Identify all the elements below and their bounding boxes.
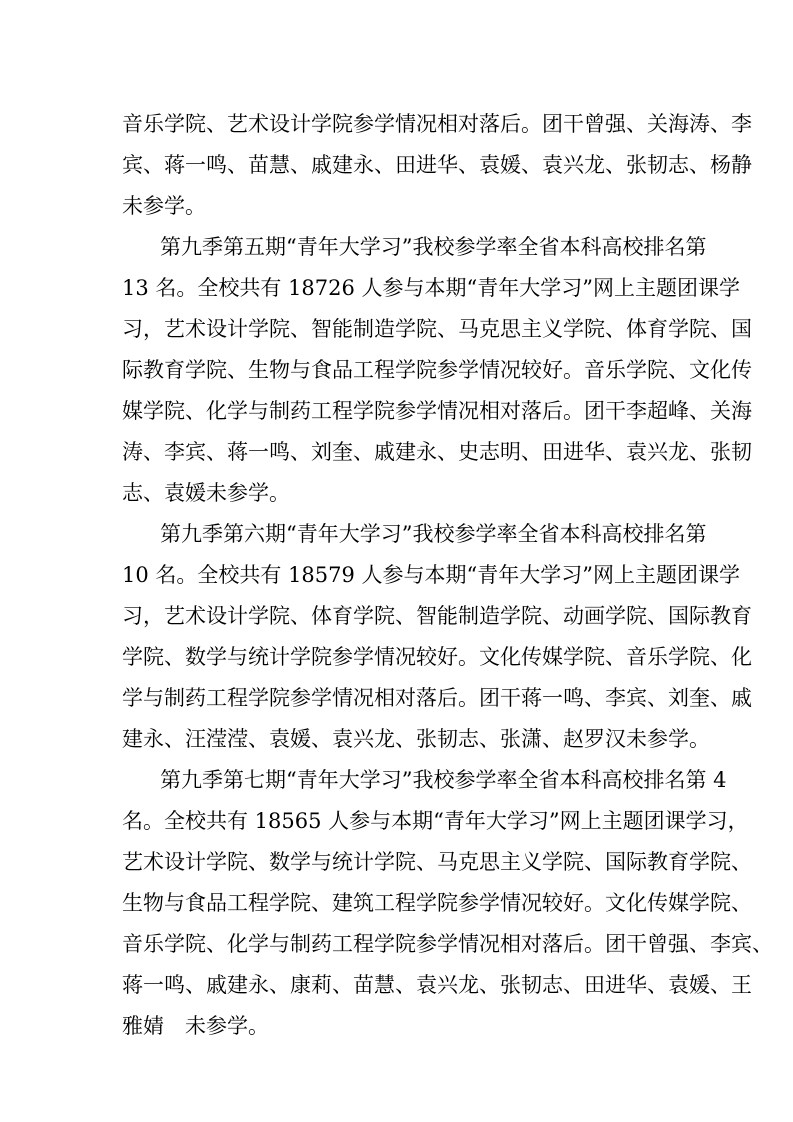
paragraph-2-line-2: 13 名。全校共有 18726 人参与本期“青年大学习”网上主题团课学: [122, 276, 741, 300]
paragraph-3-line-4: 学院、数学与统计学院参学情况较好。文化传媒学院、音乐学院、化: [122, 645, 752, 669]
paragraph-2-line-1: 第九季第五期“青年大学习”我校参学率全省本科高校排名第: [160, 235, 707, 259]
paragraph-4-line-5: 音乐学院、化学与制药工程学院参学情况相对落后。团干曾强、李宾、: [122, 932, 773, 956]
paragraph-4-line-6: 蒋一鸣、戚建永、康莉、苗慧、袁兴龙、张韧志、田进华、袁媛、王: [122, 973, 752, 997]
paragraph-3-line-5: 学与制药工程学院参学情况相对落后。团干蒋一鸣、李宾、刘奎、戚: [122, 686, 752, 710]
paragraph-2-line-4: 际教育学院、生物与食品工程学院参学情况较好。音乐学院、文化传: [122, 358, 752, 382]
paragraph-4-line-1: 第九季第七期“青年大学习”我校参学率全省本科高校排名第 4: [160, 768, 727, 792]
paragraph-1-line-2: 宾、蒋一鸣、苗慧、戚建永、田进华、袁媛、袁兴龙、张韧志、杨静: [122, 153, 752, 177]
paragraph-3-line-3: 习，艺术设计学院、体育学院、智能制造学院、动画学院、国际教育: [122, 604, 752, 628]
paragraph-2-line-5: 媒学院、化学与制药工程学院参学情况相对落后。团干李超峰、关海: [122, 399, 752, 423]
paragraph-2-line-7: 志、袁媛未参学。: [122, 481, 290, 505]
paragraph-4-line-4: 生物与食品工程学院、建筑工程学院参学情况较好。文化传媒学院、: [122, 891, 752, 915]
paragraph-4-line-7: 雅婧 未参学。: [122, 1014, 269, 1038]
paragraph-1-line-3: 未参学。: [122, 194, 206, 218]
paragraph-3-line-2: 10 名。全校共有 18579 人参与本期“青年大学习”网上主题团课学: [122, 563, 741, 587]
paragraph-1-line-1: 音乐学院、艺术设计学院参学情况相对落后。团干曾强、关海涛、李: [122, 112, 752, 136]
paragraph-2-line-6: 涛、李宾、蒋一鸣、刘奎、戚建永、史志明、田进华、袁兴龙、张韧: [122, 440, 752, 464]
paragraph-4-line-2: 名。全校共有 18565 人参与本期“青年大学习”网上主题团课学习，: [122, 809, 749, 833]
paragraph-4-line-3: 艺术设计学院、数学与统计学院、马克思主义学院、国际教育学院、: [122, 850, 752, 874]
paragraph-2-line-3: 习，艺术设计学院、智能制造学院、马克思主义学院、体育学院、国: [122, 317, 752, 341]
paragraph-3-line-6: 建永、汪滢滢、袁媛、袁兴龙、张韧志、张潇、赵罗汉未参学。: [122, 727, 710, 751]
paragraph-3-line-1: 第九季第六期“青年大学习”我校参学率全省本科高校排名第: [160, 522, 707, 546]
